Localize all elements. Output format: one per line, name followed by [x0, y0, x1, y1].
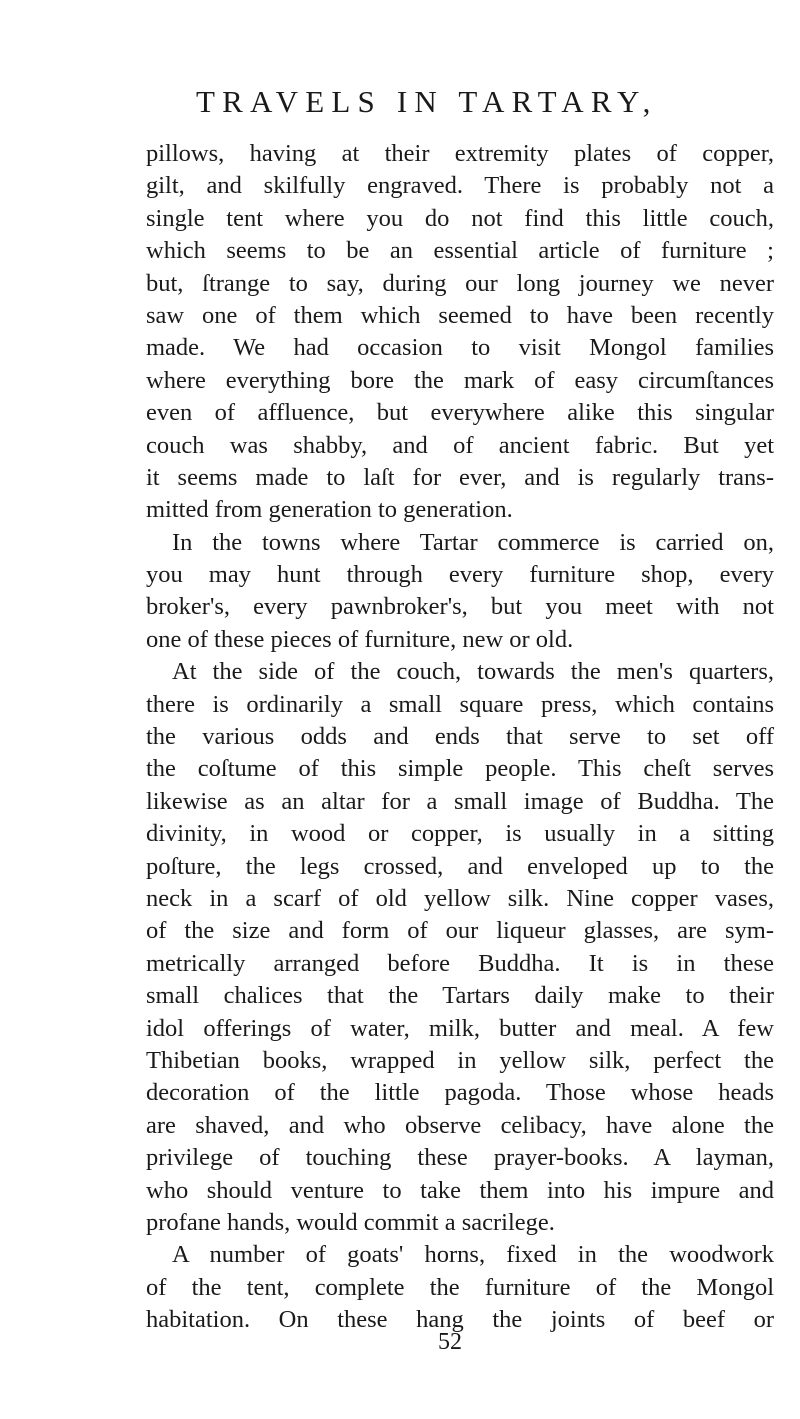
running-head: TRAVELS IN TARTARY,: [196, 84, 658, 119]
text-line: metrically arranged before Buddha. It is in these: [146, 949, 774, 977]
body-text: [146, 138, 774, 1336]
text-line: In the towns where Tartar commerce is carried on,: [172, 528, 774, 556]
text-line: it seems made to laſt for ever, and is regularly trans-: [146, 463, 774, 491]
text-line: one of these pieces of furniture, new or old.: [146, 625, 574, 653]
page-number: 52: [438, 1329, 462, 1355]
text-line: neck in a scarf of old yellow silk. Nine copper vases,: [146, 884, 774, 912]
text-line: the coſtume of this simple people. This cheſt serves: [146, 755, 774, 783]
text-line: even of affluence, but everywhere alike this singular: [146, 399, 774, 427]
text-line: gilt, and skilfully engraved. There is probably not a: [146, 172, 774, 200]
text-line: divinity, in wood or copper, is usually in a sitting: [146, 820, 774, 848]
text-line: likewise as an altar for a small image of Buddha. The: [146, 787, 774, 815]
text-line: privilege of touching these prayer-books. A layman,: [146, 1144, 774, 1172]
text-line: couch was shabby, and of ancient fabric. But yet: [146, 431, 774, 459]
text-line: mitted from generation to generation.: [146, 496, 513, 524]
text-line: of the tent, complete the furniture of the Mongol: [146, 1273, 774, 1301]
text-line: but, ſtrange to say, during our long journey we never: [146, 269, 774, 297]
text-line: poſture, the legs crossed, and enveloped up to the: [146, 852, 774, 880]
text-line: habitation. On these hang the joints of beef or: [146, 1306, 774, 1334]
text-line: Thibetian books, wrapped in yellow silk, perfect the: [146, 1046, 774, 1074]
text-line: you may hunt through every furniture shop, every: [146, 561, 774, 589]
text-line: profane hands, would commit a sacrilege.: [146, 1208, 555, 1236]
text-line: which seems to be an essential article of furniture ;: [146, 237, 774, 265]
text-line: made. We had occasion to visit Mongol families: [146, 334, 774, 362]
text-line: idol offerings of water, milk, butter and meal. A few: [146, 1014, 774, 1042]
text-line: decoration of the little pagoda. Those whose heads: [146, 1079, 774, 1107]
text-line: A number of goats' horns, fixed in the woodwork: [172, 1241, 774, 1269]
text-line: small chalices that the Tartars daily make to their: [146, 982, 774, 1010]
text-line: the various odds and ends that serve to set off: [146, 723, 774, 751]
text-line: of the size and form of our liqueur glasses, are sym-: [146, 917, 774, 945]
text-line: saw one of them which seemed to have been recently: [146, 301, 774, 329]
text-line: there is ordinarily a small square press, which contains: [146, 690, 774, 718]
text-line: single tent where you do not find this little couch,: [146, 204, 774, 232]
text-line: are shaved, and who observe celibacy, have alone the: [146, 1111, 774, 1139]
text-line: broker's, every pawnbroker's, but you meet with not: [146, 593, 774, 621]
text-line: where everything bore the mark of easy circumſtances: [146, 366, 774, 394]
text-line: pillows, having at their extremity plates of copper,: [146, 140, 774, 167]
text-line: At the side of the couch, towards the men's quarters,: [172, 658, 774, 686]
text-line: who should venture to take them into his impure and: [146, 1176, 774, 1204]
